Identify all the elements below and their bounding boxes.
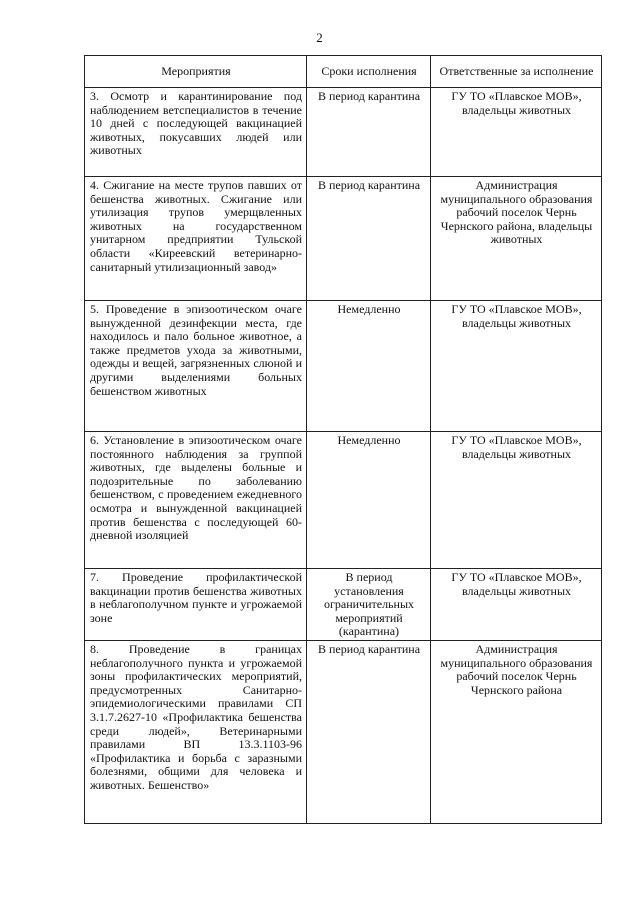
table-row	[85, 432, 602, 569]
measure-cell: 3. Осмотр и карантинирование под наблюдением ветспециалистов в течение 10 дней с последующей вакцинацией животных, покусавших людей или животных	[85, 88, 307, 177]
table-header-row	[85, 56, 602, 88]
responsible-cell: Администрация муниципального образования рабочий поселок Чернь Чернского района	[431, 641, 602, 824]
page-number: 2	[316, 30, 323, 45]
responsible-cell: ГУ ТО «Плавское МОВ», владельцы животных	[431, 301, 602, 432]
table-row	[85, 88, 602, 177]
responsible-cell: ГУ ТО «Плавское МОВ», владельцы животных	[431, 569, 602, 641]
term-cell: В период карантина	[307, 88, 431, 177]
term-cell: Немедленно	[307, 301, 431, 432]
measure-cell: 5. Проведение в эпизоотическом очаге вынужденной дезинфекции места, где находилось и пало больное животное, а также предметов ухода за животными, одежды и вещей, загрязненных слюной и другими выделениями больных бешенством животных	[85, 301, 307, 432]
responsible-cell: ГУ ТО «Плавское МОВ», владельцы животных	[431, 432, 602, 569]
measure-cell: 6. Установление в эпизоотическом очаге постоянного наблюдения за группой животных, где выделены больные и подозрительные по заболеванию бешенством, с проведением ежедневного осмотра и вынужденной вакцинацией против бешенства с последующей 60-дневной изоляцией	[85, 432, 307, 569]
table-row	[85, 641, 602, 824]
term-cell: В период карантина	[307, 177, 431, 301]
responsible-cell: ГУ ТО «Плавское МОВ», владельцы животных	[431, 88, 602, 177]
measures-table	[84, 55, 602, 824]
responsible-cell: Администрация муниципального образования рабочий поселок Чернь Чернского района, владельцы животных	[431, 177, 602, 301]
term-cell: В период карантина	[307, 641, 431, 824]
term-cell: В период установления ограничительных мероприятий (карантина)	[307, 569, 431, 641]
table-row	[85, 569, 602, 641]
table-row	[85, 301, 602, 432]
term-cell: Немедленно	[307, 432, 431, 569]
header-terms: Сроки исполнения	[307, 56, 431, 88]
measure-cell: 8. Проведение в границах неблагополучного пункта и угрожаемой зоны профилактических мероприятий, предусмотренных Санитарно-эпидемиологическими правилами СП 3.1.7.2627-10 «Профилактика бешенства среди людей», Ветеринарными правилами ВП 13.3.1103-96 «Профилактика и борьба с заразными болезнями, общими для человека и животных. Бешенство»	[85, 641, 307, 824]
measure-cell: 4. Сжигание на месте трупов павших от бешенства животных. Сжигание или утилизация трупов умерщвленных животных на государственном унитарном предприятии Тульской области «Киреевский ветеринарно-санитарный утилизационный завод»	[85, 177, 307, 301]
header-measures: Мероприятия	[85, 56, 307, 88]
table-row	[85, 177, 602, 301]
header-responsible: Ответственные за исполнение	[431, 56, 602, 88]
measure-cell: 7. Проведение профилактической вакцинации против бешенства животных в неблагополучном пункте и угрожаемой зоне	[85, 569, 307, 641]
